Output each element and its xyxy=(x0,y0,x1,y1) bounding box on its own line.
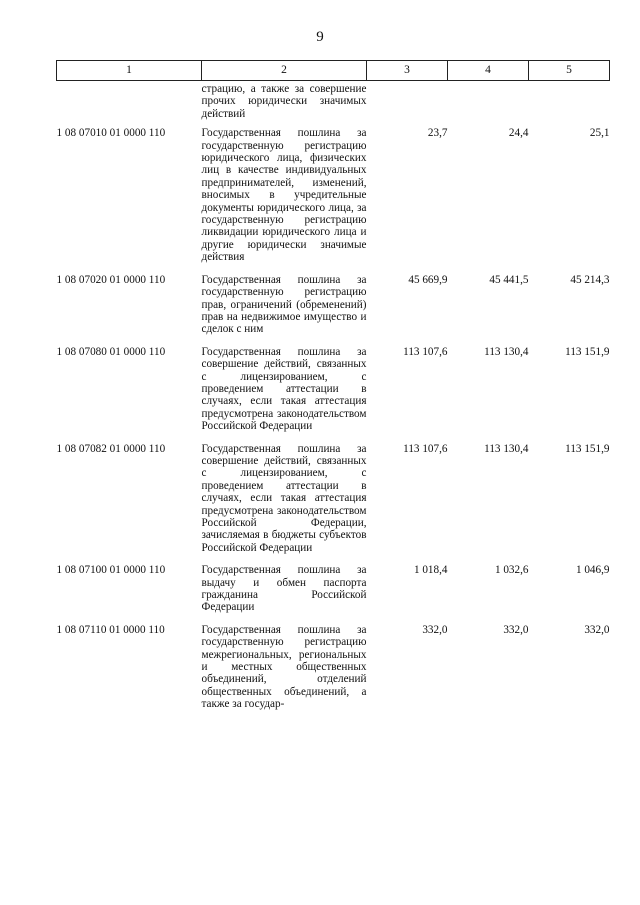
table-row xyxy=(57,621,610,718)
revenue-name: Государственная пошлина за совершение действий, связанных с лицензированием, с проведением аттестации в случаях, если такая аттестация предусмотрена законодательством Российской Федерации xyxy=(201,345,367,433)
value-col-4: 113 130,4 xyxy=(484,345,529,358)
value-col-4: 332,0 xyxy=(503,623,529,636)
value-col-3: 113 107,6 xyxy=(403,442,448,455)
budget-code: 1 08 07100 01 0000 110 xyxy=(56,564,166,577)
column-header-5: 5 xyxy=(529,61,610,81)
value-col-3: 23,7 xyxy=(427,127,448,140)
revenue-name: Государственная пошлина за выдачу и обмен паспорта гражданина Российской Федерации xyxy=(201,564,367,614)
budget-code: 1 08 07082 01 0000 110 xyxy=(56,442,166,455)
header-row xyxy=(57,61,610,81)
revenue-table xyxy=(56,60,610,718)
table-row xyxy=(57,343,610,440)
continuation-code-cell xyxy=(57,81,202,125)
continuation-row xyxy=(57,81,610,125)
value-col-4: 45 441,5 xyxy=(489,273,529,286)
revenue-name: Государственная пошлина за государственную регистрацию межрегиональных, региональных и местных общественных объединений, отделений общественных объединений, а также за государ- xyxy=(201,623,367,711)
value-col-4: 24,4 xyxy=(508,127,529,140)
table-row xyxy=(57,271,610,343)
revenue-name: Государственная пошлина за государственную регистрацию прав, ограничений (обременений) прав на недвижимое имущество и сделок с ним xyxy=(201,273,367,336)
revenue-name: Государственная пошлина за совершение действий, связанных с лицензированием, с проведением аттестации в случаях, если такая аттестация предусмотрена законодательством Российской Федерации, зачисляемая в бюджеты субъектов Российской Федерации xyxy=(201,442,367,554)
value-col-5: 332,0 xyxy=(584,623,610,636)
value-col-3: 45 669,9 xyxy=(408,273,448,286)
table-row xyxy=(57,561,610,621)
value-col-4: 1 032,6 xyxy=(494,564,529,577)
value-col-3: 332,0 xyxy=(422,623,448,636)
value-col-5: 25,1 xyxy=(589,127,610,140)
column-header-4: 4 xyxy=(448,61,529,81)
continuation-empty-cell xyxy=(529,81,610,125)
value-col-5: 1 046,9 xyxy=(575,564,610,577)
page-number: 9 xyxy=(316,29,324,45)
value-col-5: 113 151,9 xyxy=(565,442,610,455)
revenue-name: Государственная пошлина за государственную регистрацию юридического лица, физических лиц в качестве индивидуальных предпринимателей, изменений, вносимых в учредительные документы юридического лица, за государственную регистрацию ликвидации юридического лица и другие юридически значимые действия xyxy=(201,127,367,264)
budget-code: 1 08 07080 01 0000 110 xyxy=(56,345,166,358)
column-header-1: 1 xyxy=(57,61,202,81)
column-header-3: 3 xyxy=(367,61,448,81)
continuation-empty-cell xyxy=(367,81,448,125)
value-col-4: 113 130,4 xyxy=(484,442,529,455)
value-col-3: 113 107,6 xyxy=(403,345,448,358)
value-col-5: 113 151,9 xyxy=(565,345,610,358)
column-header-2: 2 xyxy=(202,61,367,81)
value-col-5: 45 214,3 xyxy=(570,273,610,286)
continuation-text: страцию, а также за совершение прочих юридически значимых действий xyxy=(201,83,367,120)
budget-code: 1 08 07110 01 0000 110 xyxy=(56,623,165,636)
table-row xyxy=(57,124,610,270)
continuation-empty-cell xyxy=(448,81,529,125)
budget-code: 1 08 07020 01 0000 110 xyxy=(56,273,166,286)
table-row xyxy=(57,440,610,562)
value-col-3: 1 018,4 xyxy=(413,564,448,577)
budget-code: 1 08 07010 01 0000 110 xyxy=(56,127,166,140)
